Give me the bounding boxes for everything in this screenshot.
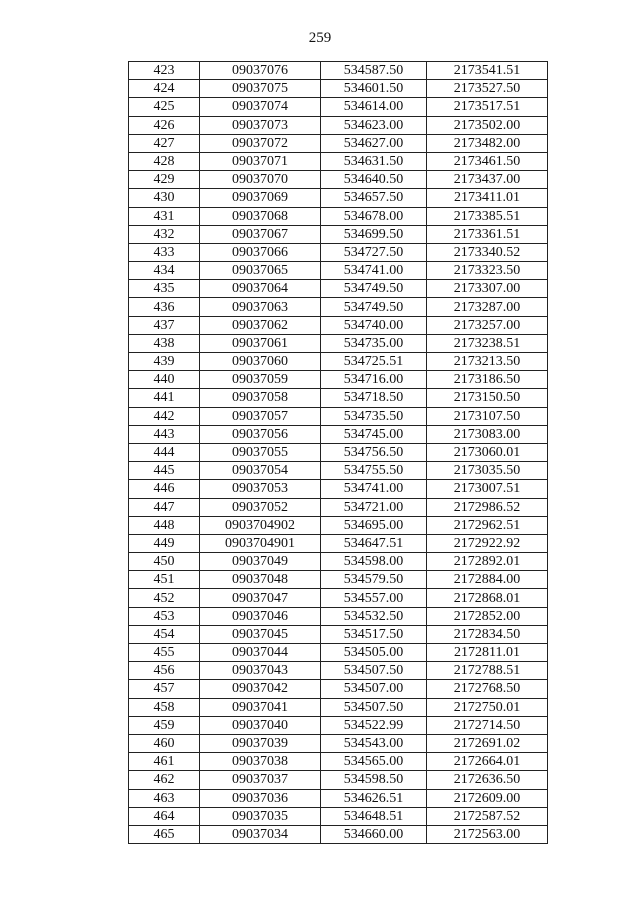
code-cell: 09037074 [200, 98, 321, 116]
y-coordinate-cell: 2173107.50 [427, 407, 548, 425]
point-number-cell: 452 [129, 589, 200, 607]
x-coordinate-cell: 534741.00 [321, 480, 427, 498]
x-coordinate-cell: 534735.50 [321, 407, 427, 425]
table-row [129, 225, 548, 243]
x-coordinate-cell: 534587.50 [321, 62, 427, 80]
y-coordinate-cell: 2173482.00 [427, 134, 548, 152]
code-cell: 09037056 [200, 425, 321, 443]
point-number-cell: 454 [129, 625, 200, 643]
x-coordinate-cell: 534678.00 [321, 207, 427, 225]
y-coordinate-cell: 2173461.50 [427, 152, 548, 170]
x-coordinate-cell: 534740.00 [321, 316, 427, 334]
point-number-cell: 457 [129, 680, 200, 698]
point-number-cell: 461 [129, 753, 200, 771]
code-cell: 09037068 [200, 207, 321, 225]
y-coordinate-cell: 2173307.00 [427, 280, 548, 298]
y-coordinate-cell: 2172811.01 [427, 644, 548, 662]
code-cell: 09037057 [200, 407, 321, 425]
x-coordinate-cell: 534716.00 [321, 371, 427, 389]
x-coordinate-cell: 534695.00 [321, 516, 427, 534]
y-coordinate-cell: 2172750.01 [427, 698, 548, 716]
y-coordinate-cell: 2172563.00 [427, 825, 548, 843]
point-number-cell: 446 [129, 480, 200, 498]
x-coordinate-cell: 534647.51 [321, 534, 427, 552]
y-coordinate-cell: 2173287.00 [427, 298, 548, 316]
x-coordinate-cell: 534557.00 [321, 589, 427, 607]
point-number-cell: 441 [129, 389, 200, 407]
code-cell: 09037060 [200, 353, 321, 371]
table-row [129, 625, 548, 643]
table-row [129, 480, 548, 498]
x-coordinate-cell: 534749.50 [321, 280, 427, 298]
point-number-cell: 426 [129, 116, 200, 134]
code-cell: 09037066 [200, 243, 321, 261]
x-coordinate-cell: 534749.50 [321, 298, 427, 316]
code-cell: 09037047 [200, 589, 321, 607]
point-number-cell: 424 [129, 80, 200, 98]
y-coordinate-cell: 2172884.00 [427, 571, 548, 589]
code-cell: 09037036 [200, 789, 321, 807]
point-number-cell: 458 [129, 698, 200, 716]
table-row [129, 152, 548, 170]
code-cell: 09037039 [200, 734, 321, 752]
y-coordinate-cell: 2172868.01 [427, 589, 548, 607]
code-cell: 09037076 [200, 62, 321, 80]
code-cell: 09037073 [200, 116, 321, 134]
x-coordinate-cell: 534505.00 [321, 644, 427, 662]
point-number-cell: 438 [129, 334, 200, 352]
point-number-cell: 462 [129, 771, 200, 789]
code-cell: 09037061 [200, 334, 321, 352]
table-row [129, 334, 548, 352]
y-coordinate-cell: 2173035.50 [427, 462, 548, 480]
table-row [129, 534, 548, 552]
point-number-cell: 455 [129, 644, 200, 662]
y-coordinate-cell: 2173437.00 [427, 171, 548, 189]
table-row [129, 207, 548, 225]
code-cell: 09037041 [200, 698, 321, 716]
y-coordinate-cell: 2172664.01 [427, 753, 548, 771]
point-number-cell: 451 [129, 571, 200, 589]
table-row [129, 171, 548, 189]
code-cell: 09037035 [200, 807, 321, 825]
y-coordinate-cell: 2173323.50 [427, 262, 548, 280]
point-number-cell: 423 [129, 62, 200, 80]
point-number-cell: 443 [129, 425, 200, 443]
table-row [129, 589, 548, 607]
code-cell: 09037054 [200, 462, 321, 480]
table-row [129, 443, 548, 461]
table-row [129, 516, 548, 534]
table-row [129, 753, 548, 771]
x-coordinate-cell: 534522.99 [321, 716, 427, 734]
code-cell: 09037062 [200, 316, 321, 334]
y-coordinate-cell: 2173502.00 [427, 116, 548, 134]
y-coordinate-cell: 2173541.51 [427, 62, 548, 80]
table-row [129, 425, 548, 443]
x-coordinate-cell: 534648.51 [321, 807, 427, 825]
point-number-cell: 447 [129, 498, 200, 516]
code-cell: 09037040 [200, 716, 321, 734]
x-coordinate-cell: 534532.50 [321, 607, 427, 625]
y-coordinate-cell: 2173527.50 [427, 80, 548, 98]
x-coordinate-cell: 534517.50 [321, 625, 427, 643]
code-cell: 09037046 [200, 607, 321, 625]
page-number: 259 [308, 30, 332, 46]
code-cell: 09037045 [200, 625, 321, 643]
y-coordinate-cell: 2172691.02 [427, 734, 548, 752]
table-row [129, 680, 548, 698]
y-coordinate-cell: 2173340.52 [427, 243, 548, 261]
y-coordinate-cell: 2172852.00 [427, 607, 548, 625]
point-number-cell: 445 [129, 462, 200, 480]
code-cell: 09037070 [200, 171, 321, 189]
y-coordinate-cell: 2172768.50 [427, 680, 548, 698]
point-number-cell: 434 [129, 262, 200, 280]
point-number-cell: 459 [129, 716, 200, 734]
x-coordinate-cell: 534507.50 [321, 698, 427, 716]
code-cell: 09037067 [200, 225, 321, 243]
point-number-cell: 444 [129, 443, 200, 461]
y-coordinate-cell: 2173238.51 [427, 334, 548, 352]
x-coordinate-cell: 534718.50 [321, 389, 427, 407]
point-number-cell: 453 [129, 607, 200, 625]
y-coordinate-cell: 2172834.50 [427, 625, 548, 643]
code-cell: 09037058 [200, 389, 321, 407]
table-row [129, 553, 548, 571]
x-coordinate-cell: 534627.00 [321, 134, 427, 152]
point-number-cell: 432 [129, 225, 200, 243]
table-row [129, 771, 548, 789]
table-row [129, 389, 548, 407]
code-cell: 09037049 [200, 553, 321, 571]
point-number-cell: 435 [129, 280, 200, 298]
code-cell: 09037063 [200, 298, 321, 316]
table-row [129, 243, 548, 261]
x-coordinate-cell: 534657.50 [321, 189, 427, 207]
code-cell: 09037034 [200, 825, 321, 843]
point-number-cell: 463 [129, 789, 200, 807]
y-coordinate-cell: 2173385.51 [427, 207, 548, 225]
y-coordinate-cell: 2172962.51 [427, 516, 548, 534]
x-coordinate-cell: 534721.00 [321, 498, 427, 516]
table-row [129, 98, 548, 116]
y-coordinate-cell: 2173411.01 [427, 189, 548, 207]
y-coordinate-cell: 2172922.92 [427, 534, 548, 552]
x-coordinate-cell: 534727.50 [321, 243, 427, 261]
point-number-cell: 440 [129, 371, 200, 389]
point-number-cell: 464 [129, 807, 200, 825]
y-coordinate-cell: 2172636.50 [427, 771, 548, 789]
x-coordinate-cell: 534614.00 [321, 98, 427, 116]
x-coordinate-cell: 534598.50 [321, 771, 427, 789]
table-row [129, 807, 548, 825]
point-number-cell: 427 [129, 134, 200, 152]
code-cell: 09037053 [200, 480, 321, 498]
table-row [129, 371, 548, 389]
code-cell: 09037071 [200, 152, 321, 170]
table-body [129, 62, 548, 844]
code-cell: 09037059 [200, 371, 321, 389]
code-cell: 09037064 [200, 280, 321, 298]
code-cell: 09037043 [200, 662, 321, 680]
table-row [129, 280, 548, 298]
y-coordinate-cell: 2173007.51 [427, 480, 548, 498]
x-coordinate-cell: 534598.00 [321, 553, 427, 571]
point-number-cell: 456 [129, 662, 200, 680]
y-coordinate-cell: 2173186.50 [427, 371, 548, 389]
point-number-cell: 425 [129, 98, 200, 116]
table-row [129, 825, 548, 843]
x-coordinate-cell: 534725.51 [321, 353, 427, 371]
x-coordinate-cell: 534601.50 [321, 80, 427, 98]
table-row [129, 498, 548, 516]
x-coordinate-cell: 534631.50 [321, 152, 427, 170]
code-cell: 09037044 [200, 644, 321, 662]
x-coordinate-cell: 534579.50 [321, 571, 427, 589]
table-row [129, 644, 548, 662]
coordinates-table [128, 61, 548, 844]
point-number-cell: 465 [129, 825, 200, 843]
y-coordinate-cell: 2173083.00 [427, 425, 548, 443]
point-number-cell: 429 [129, 171, 200, 189]
table-row [129, 698, 548, 716]
point-number-cell: 448 [129, 516, 200, 534]
table-row [129, 734, 548, 752]
table-row [129, 789, 548, 807]
y-coordinate-cell: 2172609.00 [427, 789, 548, 807]
code-cell: 09037042 [200, 680, 321, 698]
table-row [129, 571, 548, 589]
y-coordinate-cell: 2173213.50 [427, 353, 548, 371]
y-coordinate-cell: 2172892.01 [427, 553, 548, 571]
table-row [129, 353, 548, 371]
table-row [129, 62, 548, 80]
code-cell: 09037075 [200, 80, 321, 98]
x-coordinate-cell: 534543.00 [321, 734, 427, 752]
point-number-cell: 433 [129, 243, 200, 261]
x-coordinate-cell: 534735.00 [321, 334, 427, 352]
table-row [129, 407, 548, 425]
point-number-cell: 431 [129, 207, 200, 225]
code-cell: 09037038 [200, 753, 321, 771]
y-coordinate-cell: 2172788.51 [427, 662, 548, 680]
x-coordinate-cell: 534640.50 [321, 171, 427, 189]
x-coordinate-cell: 534626.51 [321, 789, 427, 807]
point-number-cell: 439 [129, 353, 200, 371]
code-cell: 0903704902 [200, 516, 321, 534]
point-number-cell: 430 [129, 189, 200, 207]
table-row [129, 134, 548, 152]
table-row [129, 607, 548, 625]
y-coordinate-cell: 2173060.01 [427, 443, 548, 461]
table-row [129, 298, 548, 316]
y-coordinate-cell: 2172986.52 [427, 498, 548, 516]
point-number-cell: 449 [129, 534, 200, 552]
code-cell: 09037037 [200, 771, 321, 789]
code-cell: 09037072 [200, 134, 321, 152]
point-number-cell: 437 [129, 316, 200, 334]
x-coordinate-cell: 534565.00 [321, 753, 427, 771]
y-coordinate-cell: 2172587.52 [427, 807, 548, 825]
point-number-cell: 450 [129, 553, 200, 571]
y-coordinate-cell: 2173150.50 [427, 389, 548, 407]
x-coordinate-cell: 534745.00 [321, 425, 427, 443]
table-row [129, 262, 548, 280]
y-coordinate-cell: 2172714.50 [427, 716, 548, 734]
x-coordinate-cell: 534507.00 [321, 680, 427, 698]
code-cell: 09037048 [200, 571, 321, 589]
code-cell: 09037052 [200, 498, 321, 516]
point-number-cell: 460 [129, 734, 200, 752]
x-coordinate-cell: 534660.00 [321, 825, 427, 843]
x-coordinate-cell: 534623.00 [321, 116, 427, 134]
y-coordinate-cell: 2173517.51 [427, 98, 548, 116]
table-row [129, 716, 548, 734]
table-row [129, 189, 548, 207]
x-coordinate-cell: 534756.50 [321, 443, 427, 461]
point-number-cell: 442 [129, 407, 200, 425]
code-cell: 0903704901 [200, 534, 321, 552]
code-cell: 09037055 [200, 443, 321, 461]
x-coordinate-cell: 534741.00 [321, 262, 427, 280]
point-number-cell: 436 [129, 298, 200, 316]
x-coordinate-cell: 534507.50 [321, 662, 427, 680]
table-row [129, 116, 548, 134]
point-number-cell: 428 [129, 152, 200, 170]
code-cell: 09037065 [200, 262, 321, 280]
y-coordinate-cell: 2173361.51 [427, 225, 548, 243]
code-cell: 09037069 [200, 189, 321, 207]
y-coordinate-cell: 2173257.00 [427, 316, 548, 334]
table-row [129, 462, 548, 480]
table-row [129, 80, 548, 98]
table-row [129, 662, 548, 680]
x-coordinate-cell: 534755.50 [321, 462, 427, 480]
table-row [129, 316, 548, 334]
x-coordinate-cell: 534699.50 [321, 225, 427, 243]
